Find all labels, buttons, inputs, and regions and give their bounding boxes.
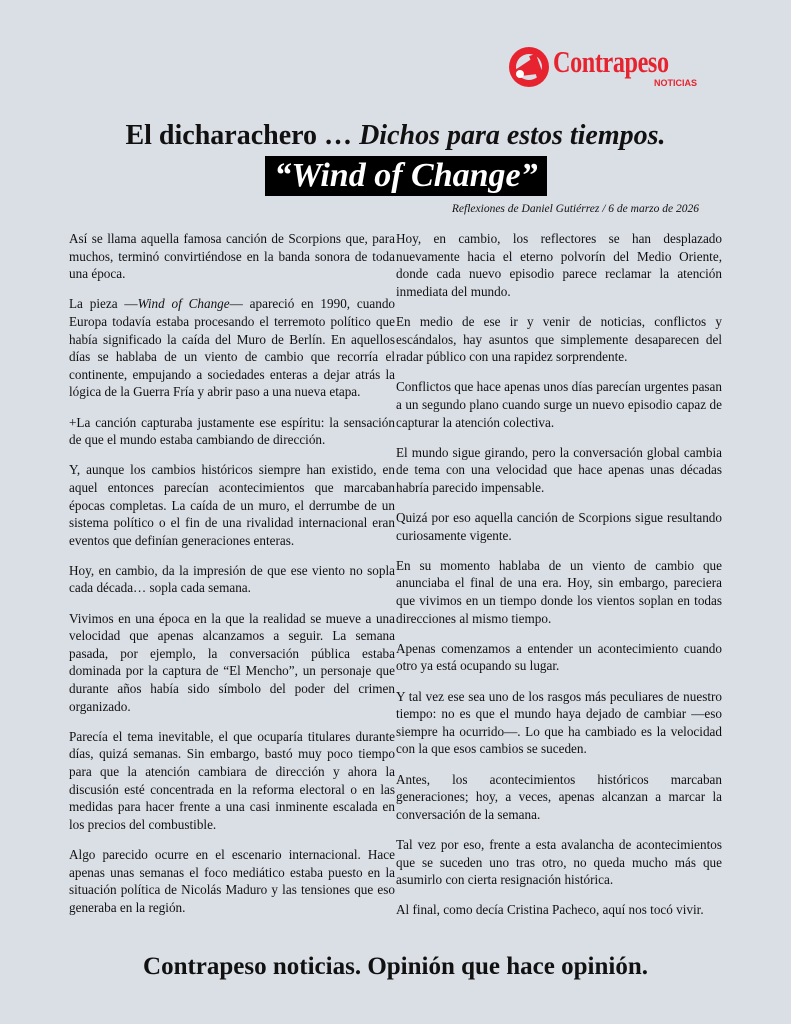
paragraph: Hoy, en cambio, los reflectores se han desplazado nuevamente hacia el eterno polvorín del Medio Oriente, donde cada nuevo episodio parece reclamar la atención inmediata del mundo. bbox=[396, 231, 722, 299]
paragraph: +La canción capturaba justamente ese espíritu: la sensación de que el mundo estaba cambiando de dirección. bbox=[69, 414, 395, 448]
paragraph: Así se llama aquella famosa canción de Scorpions que, para muchos, terminó convirtiéndose en la banda sonora de toda una época. bbox=[69, 231, 395, 282]
left-column bbox=[69, 230, 395, 929]
paragraph: En su momento hablaba de un viento de cambio que anunciaba el final de una era. Hoy, sin embargo, pareciera que vivimos en un tiempo donde los vientos soplan en todas direcciones al mismo tiempo. bbox=[396, 557, 722, 626]
paragraph: Tal vez por eso, frente a esta avalancha de acontecimientos que se suceden uno tras otro, no queda mucho más que asumirlo con cierta resignación histórica. bbox=[396, 836, 722, 888]
headline bbox=[0, 120, 791, 152]
headline-prefix: El dicharachero … bbox=[125, 120, 360, 151]
paragraph: Y tal vez ese sea uno de los rasgos más peculiares de nuestro tiempo: no es que el mundo haya dejado de cambiar —eso siempre ha ocurrido—. Lo que ha cambiado es la velocidad con la que esos cambios se suceden. bbox=[396, 688, 722, 757]
paragraph: Hoy, en cambio, da la impresión de que ese viento no sopla cada década… sopla cada semana. bbox=[69, 562, 395, 596]
logo-subtitle: NOTICIAS bbox=[654, 78, 698, 88]
paragraph: Conflictos que hace apenas unos días parecían urgentes pasan a un segundo plano cuando surge un nuevo episodio capaz de capturar la atención colectiva. bbox=[396, 379, 722, 430]
byline: Reflexiones de Daniel Gutiérrez / 6 de marzo de 2026 bbox=[451, 203, 699, 215]
paragraph: Y, aunque los cambios históricos siempre han existido, en aquel entonces parecían acontecimientos que marcaban épocas completas. La caída de un muro, el derrumbe de un sistema político o el fin de una rivalidad internacional eran eventos que definían generaciones enteras. bbox=[69, 462, 395, 548]
paragraph: El mundo sigue girando, pero la conversación global cambia de tema con una velocidad que hace apenas unas décadas habría parecido impensable. bbox=[396, 444, 722, 495]
contrapeso-logo bbox=[507, 44, 707, 94]
headline-italic: Dichos para estos tiempos. bbox=[359, 120, 666, 151]
paragraph: Algo parecido ocurre en el escenario internacional. Hace apenas unas semanas el foco mediático estaba puesto en la situación política de Nicolás Maduro y las tensiones que eso generaba en la región. bbox=[69, 846, 395, 915]
paragraph: En medio de ese ir y venir de noticias, conflictos y escándalos, hay asuntos que simplemente desaparecen del radar público con una rapidez sorprendente. bbox=[396, 313, 722, 365]
paragraph: Parecía el tema inevitable, el que ocuparía titulares durante días, quizá semanas. Sin embargo, bastó muy poco tiempo para que la atención cambiara de dirección y ahora la discusión esté concentrada en la reforma electoral o en las medidas para hacer frente a una casi inminente escalada en los precios del combustible. bbox=[69, 728, 395, 832]
logo-wordmark: Contrapeso bbox=[553, 44, 669, 79]
paragraph: Quizá por eso aquella canción de Scorpions sigue resultando curiosamente vigente. bbox=[396, 510, 722, 543]
paragraph: Vivimos en una época en la que la realidad se mueve a una velocidad que apenas alcanzamos a seguir. La semana pasada, por ejemplo, la conversación pública estaba dominada por la captura de “El Mencho”, un personaje que durante años había sido símbolo del poder del crimen organizado. bbox=[69, 610, 395, 714]
right-column bbox=[396, 230, 722, 932]
paragraph: Apenas comenzamos a entender un acontecimiento cuando otro ya está ocupando su lugar. bbox=[396, 640, 722, 674]
paragraph: Antes, los acontecimientos históricos marcaban generaciones; hoy, a veces, apenas alcanzan a marcar la conversación de la semana. bbox=[396, 771, 722, 822]
headline-song-title: “Wind of Change” bbox=[265, 156, 547, 196]
footer-slogan: Contrapeso noticias. Opinión que hace opinión. bbox=[143, 953, 648, 980]
paragraph: Al final, como decía Cristina Pacheco, aquí nos tocó vivir. bbox=[396, 902, 704, 918]
megaphone-logo-icon bbox=[507, 44, 551, 90]
paragraph: La pieza —Wind of Change— apareció en 1990, cuando Europa todavía estaba procesando el terremoto político que había significado la caída del Muro de Berlín. En aquellos días se hablaba de un viento de cambio que recorría el continente, empujando a sociedades enteras a dejar atrás la lógica de la Guerra Fría y abrir paso a una nueva etapa. bbox=[69, 296, 396, 400]
